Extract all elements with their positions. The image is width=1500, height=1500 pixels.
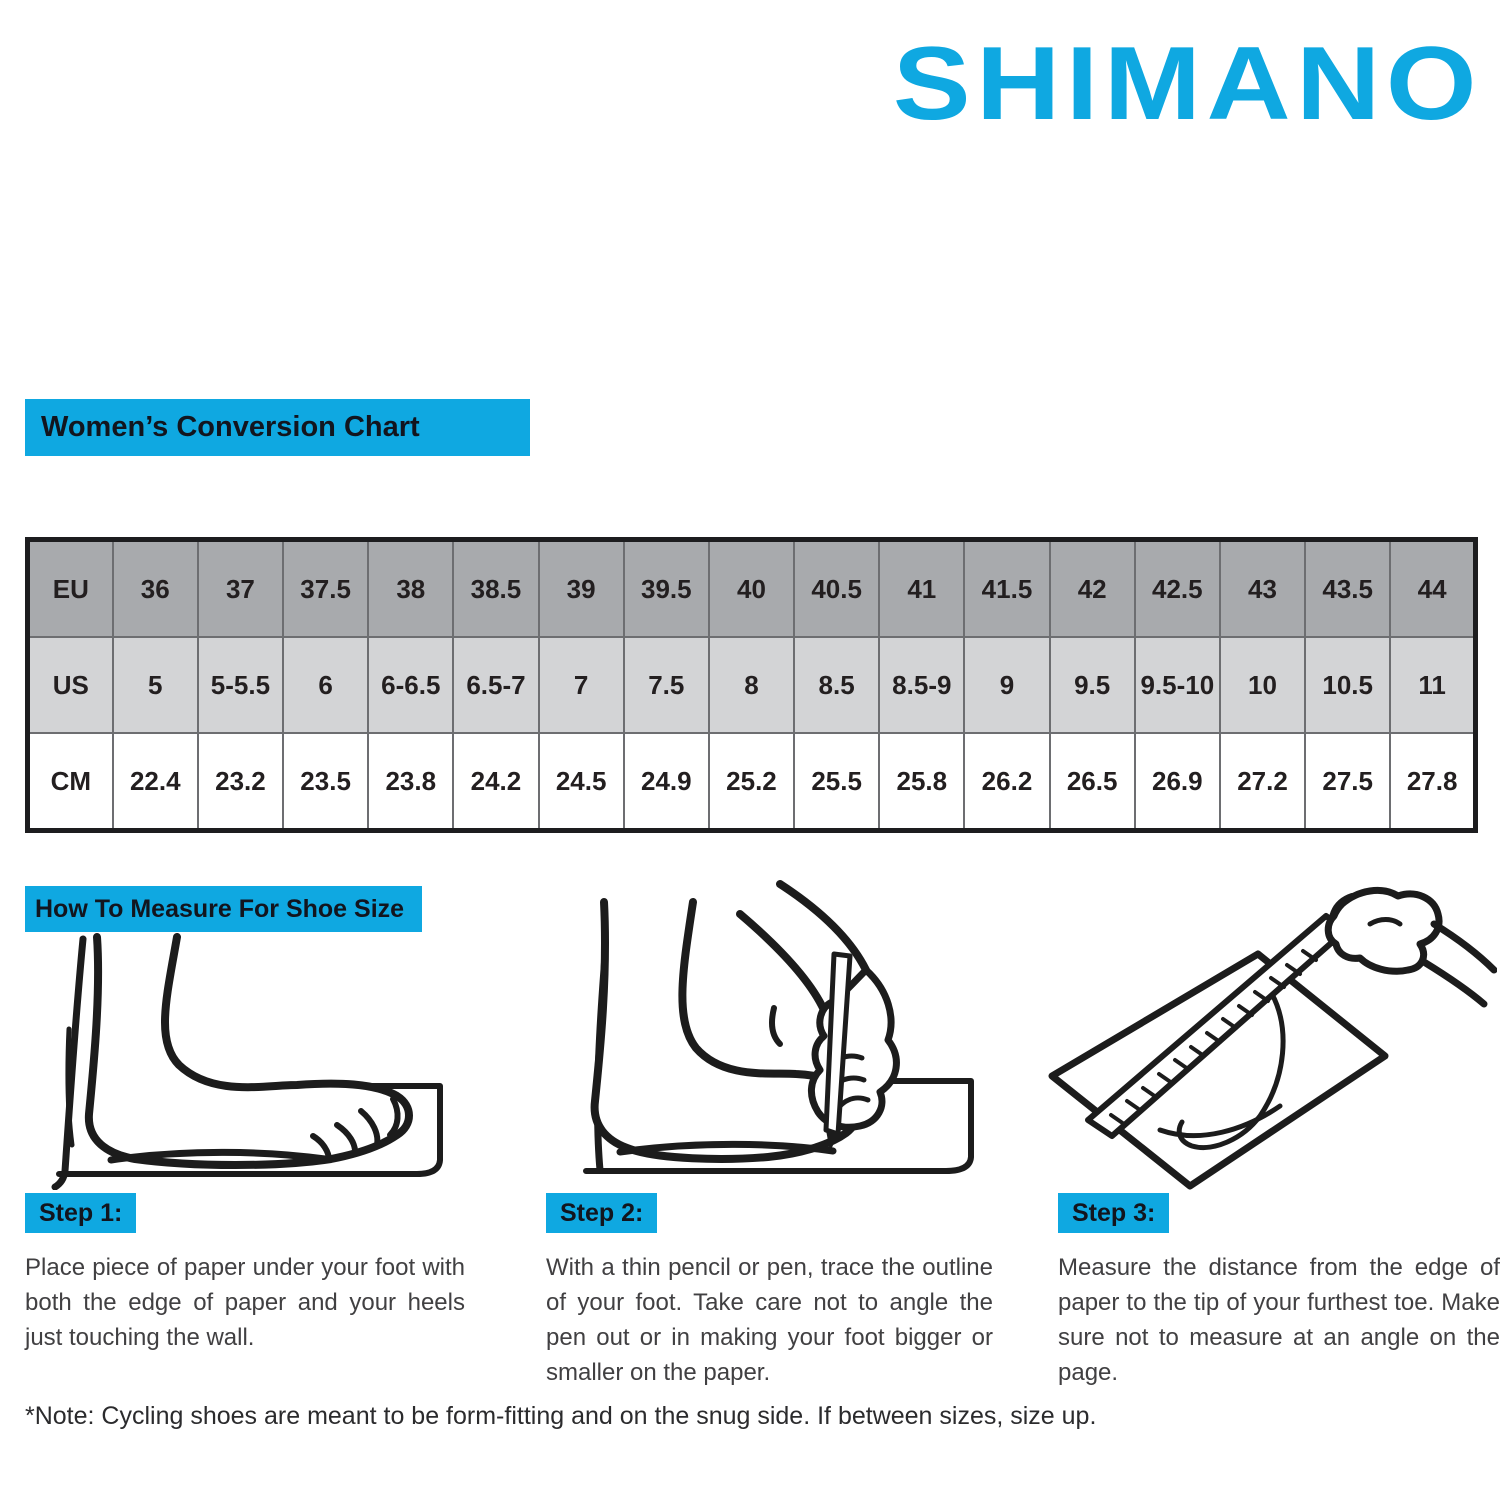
size-cell: 5 [113,637,198,733]
foot-against-wall-illustration [25,933,505,1190]
arm-line [1424,962,1484,1004]
size-cell: 27.8 [1390,733,1475,831]
ruler-body [1088,916,1346,1136]
size-cell: 43 [1220,540,1305,638]
step-2-text: With a thin pencil or pen, trace the outline of your foot. Take care not to angle the pen out or in making your foot bigger or smaller on the paper. [546,1254,993,1386]
size-cell: 40 [709,540,794,638]
size-cell: 40.5 [794,540,879,638]
toe-line [390,1099,398,1135]
toe-line [361,1111,377,1145]
sole-shadow [111,1152,325,1160]
thumb-line [1370,920,1400,925]
size-cell: 25.2 [709,733,794,831]
size-cell: 5-5.5 [198,637,283,733]
size-cell: 10 [1220,637,1305,733]
foot-trace-outline [1179,994,1283,1148]
size-cell: 24.2 [453,733,538,831]
ruler-ticks [1111,951,1316,1124]
pencil-tip [826,1130,838,1152]
size-cell: 41 [879,540,964,638]
size-cell: 42.5 [1135,540,1220,638]
step-1-label: Step 1: [25,1193,136,1233]
size-cell: 36 [113,540,198,638]
size-cell: 24.5 [539,733,624,831]
size-cell: 22.4 [113,733,198,831]
conversion-chart-title: Women’s Conversion Chart [25,399,530,456]
size-cell: 6.5-7 [453,637,538,733]
conversion-table-body [28,540,1476,831]
size-cell: 25.5 [794,733,879,831]
size-cell: 7.5 [624,637,709,733]
toe-line [313,1136,329,1160]
size-cell: 27.5 [1305,733,1390,831]
wall-line [55,939,83,1187]
size-cell: 8.5-9 [879,637,964,733]
size-cell: 44 [1390,540,1475,638]
size-cell: 38.5 [453,540,538,638]
arm-line [780,884,866,970]
ankle-crease [772,1008,780,1044]
pencil-body [826,954,850,1134]
wall-line [598,920,608,1170]
sole-shadow [620,1144,833,1152]
size-cell: 10.5 [1305,637,1390,733]
measure-with-ruler-illustration [1040,866,1497,1193]
size-cell: 6 [283,637,368,733]
row-header-us: US [28,637,113,733]
step-3-text: Measure the distance from the edge of paper to the tip of your furthest toe. Make sure not to measure at an angle on the page. [1058,1254,1500,1386]
size-cell: 26.5 [1050,733,1135,831]
size-cell: 9 [964,637,1049,733]
toe-line [337,1125,355,1154]
paper-outline [586,1081,971,1171]
arm-line [740,914,824,1010]
table-row-cm [28,733,1476,831]
row-header-eu: EU [28,540,113,638]
step-1-text: Place piece of paper under your foot with both the edge of paper and your heels just touching the wall. [25,1254,465,1351]
size-cell: 7 [539,637,624,733]
size-cell: 24.9 [624,733,709,831]
step-2-label: Step 2: [546,1193,657,1233]
size-cell: 43.5 [1305,540,1390,638]
finger-line [832,1056,862,1064]
how-to-measure-title: How To Measure For Shoe Size [25,886,422,932]
size-cell: 8.5 [794,637,879,733]
step-3-label: Step 3: [1058,1193,1169,1233]
size-cell: 37.5 [283,540,368,638]
size-cell: 9.5-10 [1135,637,1220,733]
size-cell: 9.5 [1050,637,1135,733]
shimano-logo: SHIMANO [892,26,1482,142]
foot-trace-outline-2 [1160,1106,1280,1136]
size-cell: 38 [368,540,453,638]
size-cell: 42 [1050,540,1135,638]
size-cell: 41.5 [964,540,1049,638]
hand-outline [1328,890,1439,971]
row-header-cm: CM [28,733,113,831]
size-cell: 39 [539,540,624,638]
size-cell: 8 [709,637,794,733]
size-cell: 23.8 [368,733,453,831]
finger-line [834,1078,864,1086]
size-cell: 25.8 [879,733,964,831]
foot-outline [595,902,859,1159]
conversion-table [25,537,1478,833]
arm-line [1434,924,1494,970]
size-cell: 39.5 [624,540,709,638]
finger-line [840,1098,868,1106]
size-cell: 6-6.5 [368,637,453,733]
sizing-note: *Note: Cycling shoes are meant to be form-fitting and on the snug side. If between sizes, size up. [25,1402,1097,1430]
paper-outline [1052,954,1385,1186]
ruler-end-hook [1332,896,1352,938]
size-cell: 27.2 [1220,733,1305,831]
size-cell: 23.2 [198,733,283,831]
wall-line-2 [68,1029,72,1145]
size-cell: 23.5 [283,733,368,831]
size-cell: 26.9 [1135,733,1220,831]
table-row-eu [28,540,1476,638]
hand-outline [811,970,896,1127]
foot-outline [89,937,409,1165]
size-cell: 37 [198,540,283,638]
paper-outline [59,1086,440,1174]
size-cell: 11 [1390,637,1475,733]
table-row-us [28,637,1476,733]
trace-foot-illustration [528,868,1015,1192]
size-cell: 26.2 [964,733,1049,831]
